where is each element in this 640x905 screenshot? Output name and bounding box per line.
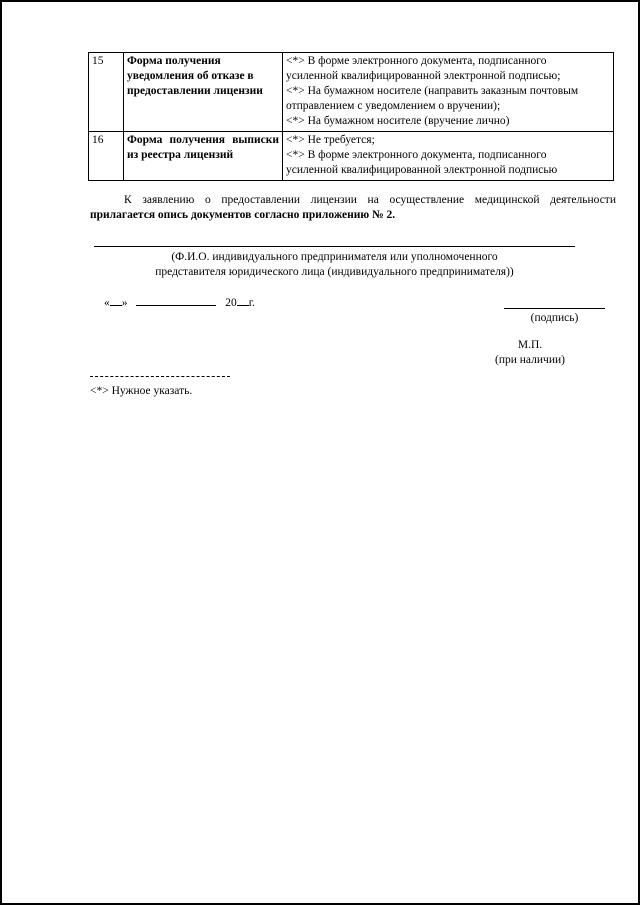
table-row [89, 53, 614, 132]
stamp-label: М.П. [517, 339, 543, 351]
stamp-note: (при наличии) [495, 354, 565, 366]
year-blank [237, 294, 249, 306]
day-blank [110, 294, 122, 306]
attachment-note-line: К заявлению о предоставлении лицензии на осуществление медицинской деятельности [124, 194, 616, 206]
table-row [89, 132, 614, 181]
attachment-note-line: прилагается опись документов согласно приложению № 2. [90, 209, 396, 221]
field-options [283, 53, 614, 132]
signatory-caption-line: (Ф.И.О. индивидуального предпринимателя или уполномоченного [171, 251, 498, 263]
date-open-quote: « [104, 297, 110, 309]
signatory-caption [94, 250, 575, 280]
option-text: усиленной квалифицированной электронной подписью [286, 164, 558, 176]
option-text: усиленной квалифицированной электронной подписью; [286, 70, 561, 82]
field-options [283, 132, 614, 181]
month-blank [136, 294, 216, 306]
option-text: <*> Не требуется; [286, 134, 375, 146]
field-name-line: Форма получения выписки [127, 134, 279, 146]
date-field [104, 294, 255, 311]
signatory-name-line [94, 246, 575, 247]
field-name: Форма получения уведомления об отказе в предоставлении лицензии [124, 53, 283, 132]
license-form-table [88, 52, 614, 181]
attachment-note [90, 193, 616, 223]
year-suffix: г. [248, 297, 256, 309]
row-number: 16 [89, 132, 124, 181]
option-text: <*> В форме электронного документа, подписанного [286, 149, 547, 161]
footnote: <*> Нужное указать. [90, 385, 193, 397]
option-text: <*> На бумажном носителе (вручение лично) [286, 115, 510, 127]
signature-label: (подпись) [530, 312, 579, 324]
date-close-quote: » [121, 297, 128, 309]
field-name-line: из реестра лицензий [127, 149, 234, 161]
field-name [124, 132, 283, 181]
footnote-divider [90, 376, 230, 377]
signatory-caption-line: представителя юридического лица (индивидуального предпринимателя)) [155, 266, 514, 278]
option-text: отправлением с уведомлением о вручении); [286, 100, 501, 112]
signature-line [504, 308, 605, 309]
stamp-place [480, 338, 580, 368]
row-number: 15 [89, 53, 124, 132]
option-text: <*> На бумажном носителе (направить заказным почтовым [286, 85, 579, 97]
option-text: <*> В форме электронного документа, подписанного [286, 55, 547, 67]
year-prefix: 20 [225, 297, 237, 309]
